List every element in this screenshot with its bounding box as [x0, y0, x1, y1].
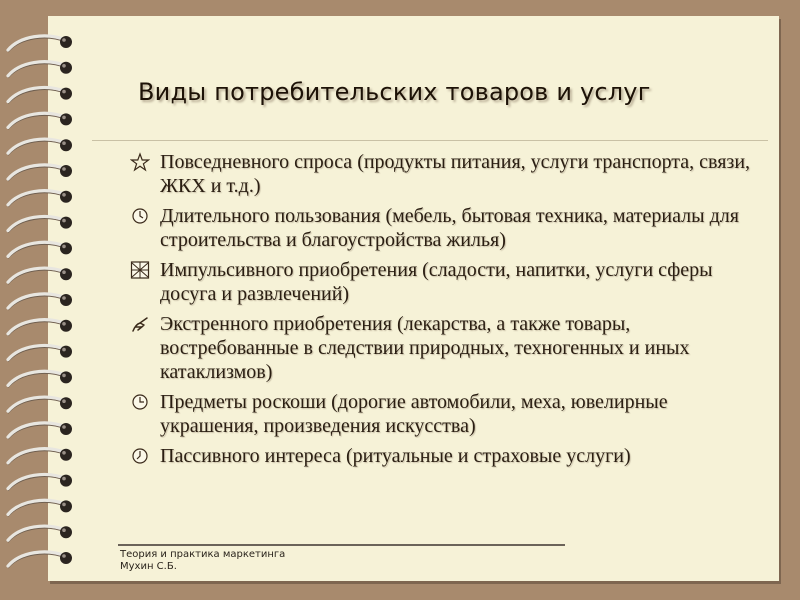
- list-item-text: Длительного пользования (мебель, бытовая техника, материалы для строительства и благоустройства жилья): [160, 205, 739, 251]
- slide-title: Виды потребительских товаров и услуг: [138, 78, 651, 106]
- spiral-ring: [8, 397, 72, 413]
- clock-icon: [130, 206, 150, 226]
- spiral-ring: [8, 371, 72, 387]
- spiral-ring: [8, 500, 72, 516]
- list-item: [130, 258, 770, 306]
- footer-divider: [118, 544, 565, 546]
- list-item: [130, 204, 770, 252]
- spiral-ring: [8, 139, 72, 155]
- spiral-ring: [8, 62, 72, 78]
- spiral-ring: [8, 113, 72, 129]
- spiral-ring: [8, 165, 72, 181]
- spiral-ring: [8, 294, 72, 310]
- list-item-text: Экстренного приобретения (лекарства, а также товары, востребованные в следствии природных, техногенных и иных катаклизмов): [160, 313, 690, 383]
- spiral-ring: [8, 526, 72, 542]
- clock-icon: [130, 392, 150, 412]
- hand-pointing-icon: [130, 314, 150, 334]
- spiral-ring: [8, 88, 72, 104]
- spiral-ring: [8, 449, 72, 465]
- spiral-ring: [8, 242, 72, 258]
- spiral-binding: [0, 28, 90, 578]
- spiral-ring: [8, 475, 72, 491]
- spiral-ring: [8, 36, 72, 52]
- spiral-ring: [8, 191, 72, 207]
- list-item-text: Повседневного спроса (продукты питания, услуги транспорта, связи, ЖКХ и т.д.): [160, 151, 751, 197]
- list-item-text: Импульсивного приобретения (сладости, напитки, услуги сферы досуга и развлечений): [160, 259, 713, 305]
- crossed-box-icon: [130, 260, 150, 280]
- list-item: [130, 150, 770, 198]
- footer: [120, 549, 285, 573]
- star-icon: [130, 152, 150, 172]
- spiral-ring: [8, 346, 72, 362]
- list-item: [130, 312, 770, 384]
- list-item-text: Пассивного интереса (ритуальные и страховые услуги): [160, 445, 631, 467]
- list-item-text: Предметы роскоши (дорогие автомобили, меха, ювелирные украшения, произведения искусства): [160, 391, 668, 437]
- spiral-ring: [8, 423, 72, 439]
- list-item: [130, 444, 770, 468]
- footer-author: Мухин С.Б.: [120, 561, 177, 572]
- spiral-ring: [8, 320, 72, 336]
- spiral-ring: [8, 268, 72, 284]
- title-divider: [92, 140, 768, 141]
- spiral-ring: [8, 217, 72, 233]
- consumer-goods-list: [130, 150, 770, 474]
- clock-icon: [130, 446, 150, 466]
- spiral-ring: [8, 552, 72, 568]
- footer-course-name: Теория и практика маркетинга: [120, 549, 286, 560]
- list-item: [130, 390, 770, 438]
